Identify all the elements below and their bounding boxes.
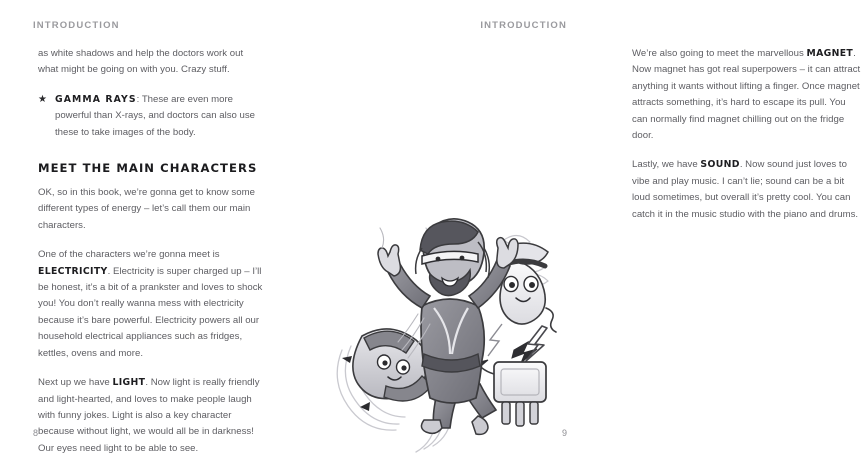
- sound-lead: Lastly, we have: [632, 159, 701, 171]
- magnet-character: [342, 329, 432, 411]
- paragraph-intro: OK, so in this book, we’re gonna get to know some different types of energy – let’s call them our main characters.: [38, 187, 255, 231]
- main-character-shoe-left: [421, 420, 442, 433]
- left-page: [0, 0, 300, 460]
- keyword-magnet: MAGNET: [806, 48, 854, 59]
- electricity-body: . Electricity is super charged up – I’ll be honest, it’s a bit of a prankster and loves to shock you! You don’t really wanna mess with electricity because it’s bare powerful. Electricity powers all our household electrical appliances such as fridges, kettles, ovens and more.: [38, 265, 263, 359]
- illustration-svg: [318, 222, 590, 434]
- bullet-colon: :: [136, 93, 140, 105]
- paragraph-electricity: [38, 247, 266, 362]
- main-character-shoe-right: [472, 416, 488, 434]
- bullet-body: These are even more powerful than X-rays, and doctors can also use these to take images of the body.: [55, 93, 255, 138]
- sound-body: . Now sound just loves to vibe and play music. I can’t lie; sound can be a bit loud sometimes, but overall it’s pretty cool. You can catch it in the music studio with the piano and drums.: [632, 159, 859, 220]
- paragraph-light: [38, 375, 266, 457]
- magnet-body: . Now magnet has got real superpowers – it can attract anything it wants without lifting a finger. Once magnet attracts something, it’s hard to escape its pull. You can normally find magnet chilling out on the fridge door.: [632, 48, 861, 142]
- right-page-text-column: [632, 46, 862, 223]
- bullet-item-gamma-rays: [38, 92, 266, 141]
- energy-characters-illustration: [318, 222, 590, 434]
- plug-pin-left: [502, 402, 510, 424]
- page-number-left: 8: [33, 428, 39, 438]
- peace-sign-hand-left: [378, 245, 400, 276]
- section-title-meet-the-main-characters: MEET THE MAIN CHARACTERS: [38, 161, 258, 176]
- magnet-lead: We’re also going to meet the marvellous: [632, 48, 807, 59]
- plug-pin-right: [530, 402, 538, 424]
- light-lead: Next up we have: [38, 377, 113, 389]
- keyword-light: LIGHT: [112, 377, 146, 389]
- running-head-right: INTRODUCTION: [480, 20, 567, 31]
- keyword-gamma-rays: GAMMA RAYS: [55, 93, 137, 105]
- paragraph-sound: [632, 157, 862, 223]
- running-head-left: INTRODUCTION: [33, 20, 120, 31]
- keyword-sound: SOUND: [700, 159, 740, 171]
- electricity-lead: One of the characters we’re gonna meet is: [38, 249, 220, 261]
- plug-pin-centre: [516, 402, 524, 426]
- paragraph-magnet: [632, 46, 862, 144]
- bullet-text: [55, 92, 266, 141]
- paragraph-continued: as white shadows and help the doctors work out what might be going on with you. Crazy stuff.: [38, 48, 244, 76]
- left-page-text-column: [38, 46, 266, 457]
- keyword-electricity: ELECTRICITY: [38, 265, 108, 277]
- light-body: . Now light is really friendly and light-hearted, and loves to make people laugh with funny jokes. Light is also a key character because without light, we would all be in darkness! Our eyes need light to be able to see.: [38, 377, 260, 454]
- page-number-right: 9: [561, 428, 567, 438]
- star-bullet-icon: ★: [38, 93, 47, 105]
